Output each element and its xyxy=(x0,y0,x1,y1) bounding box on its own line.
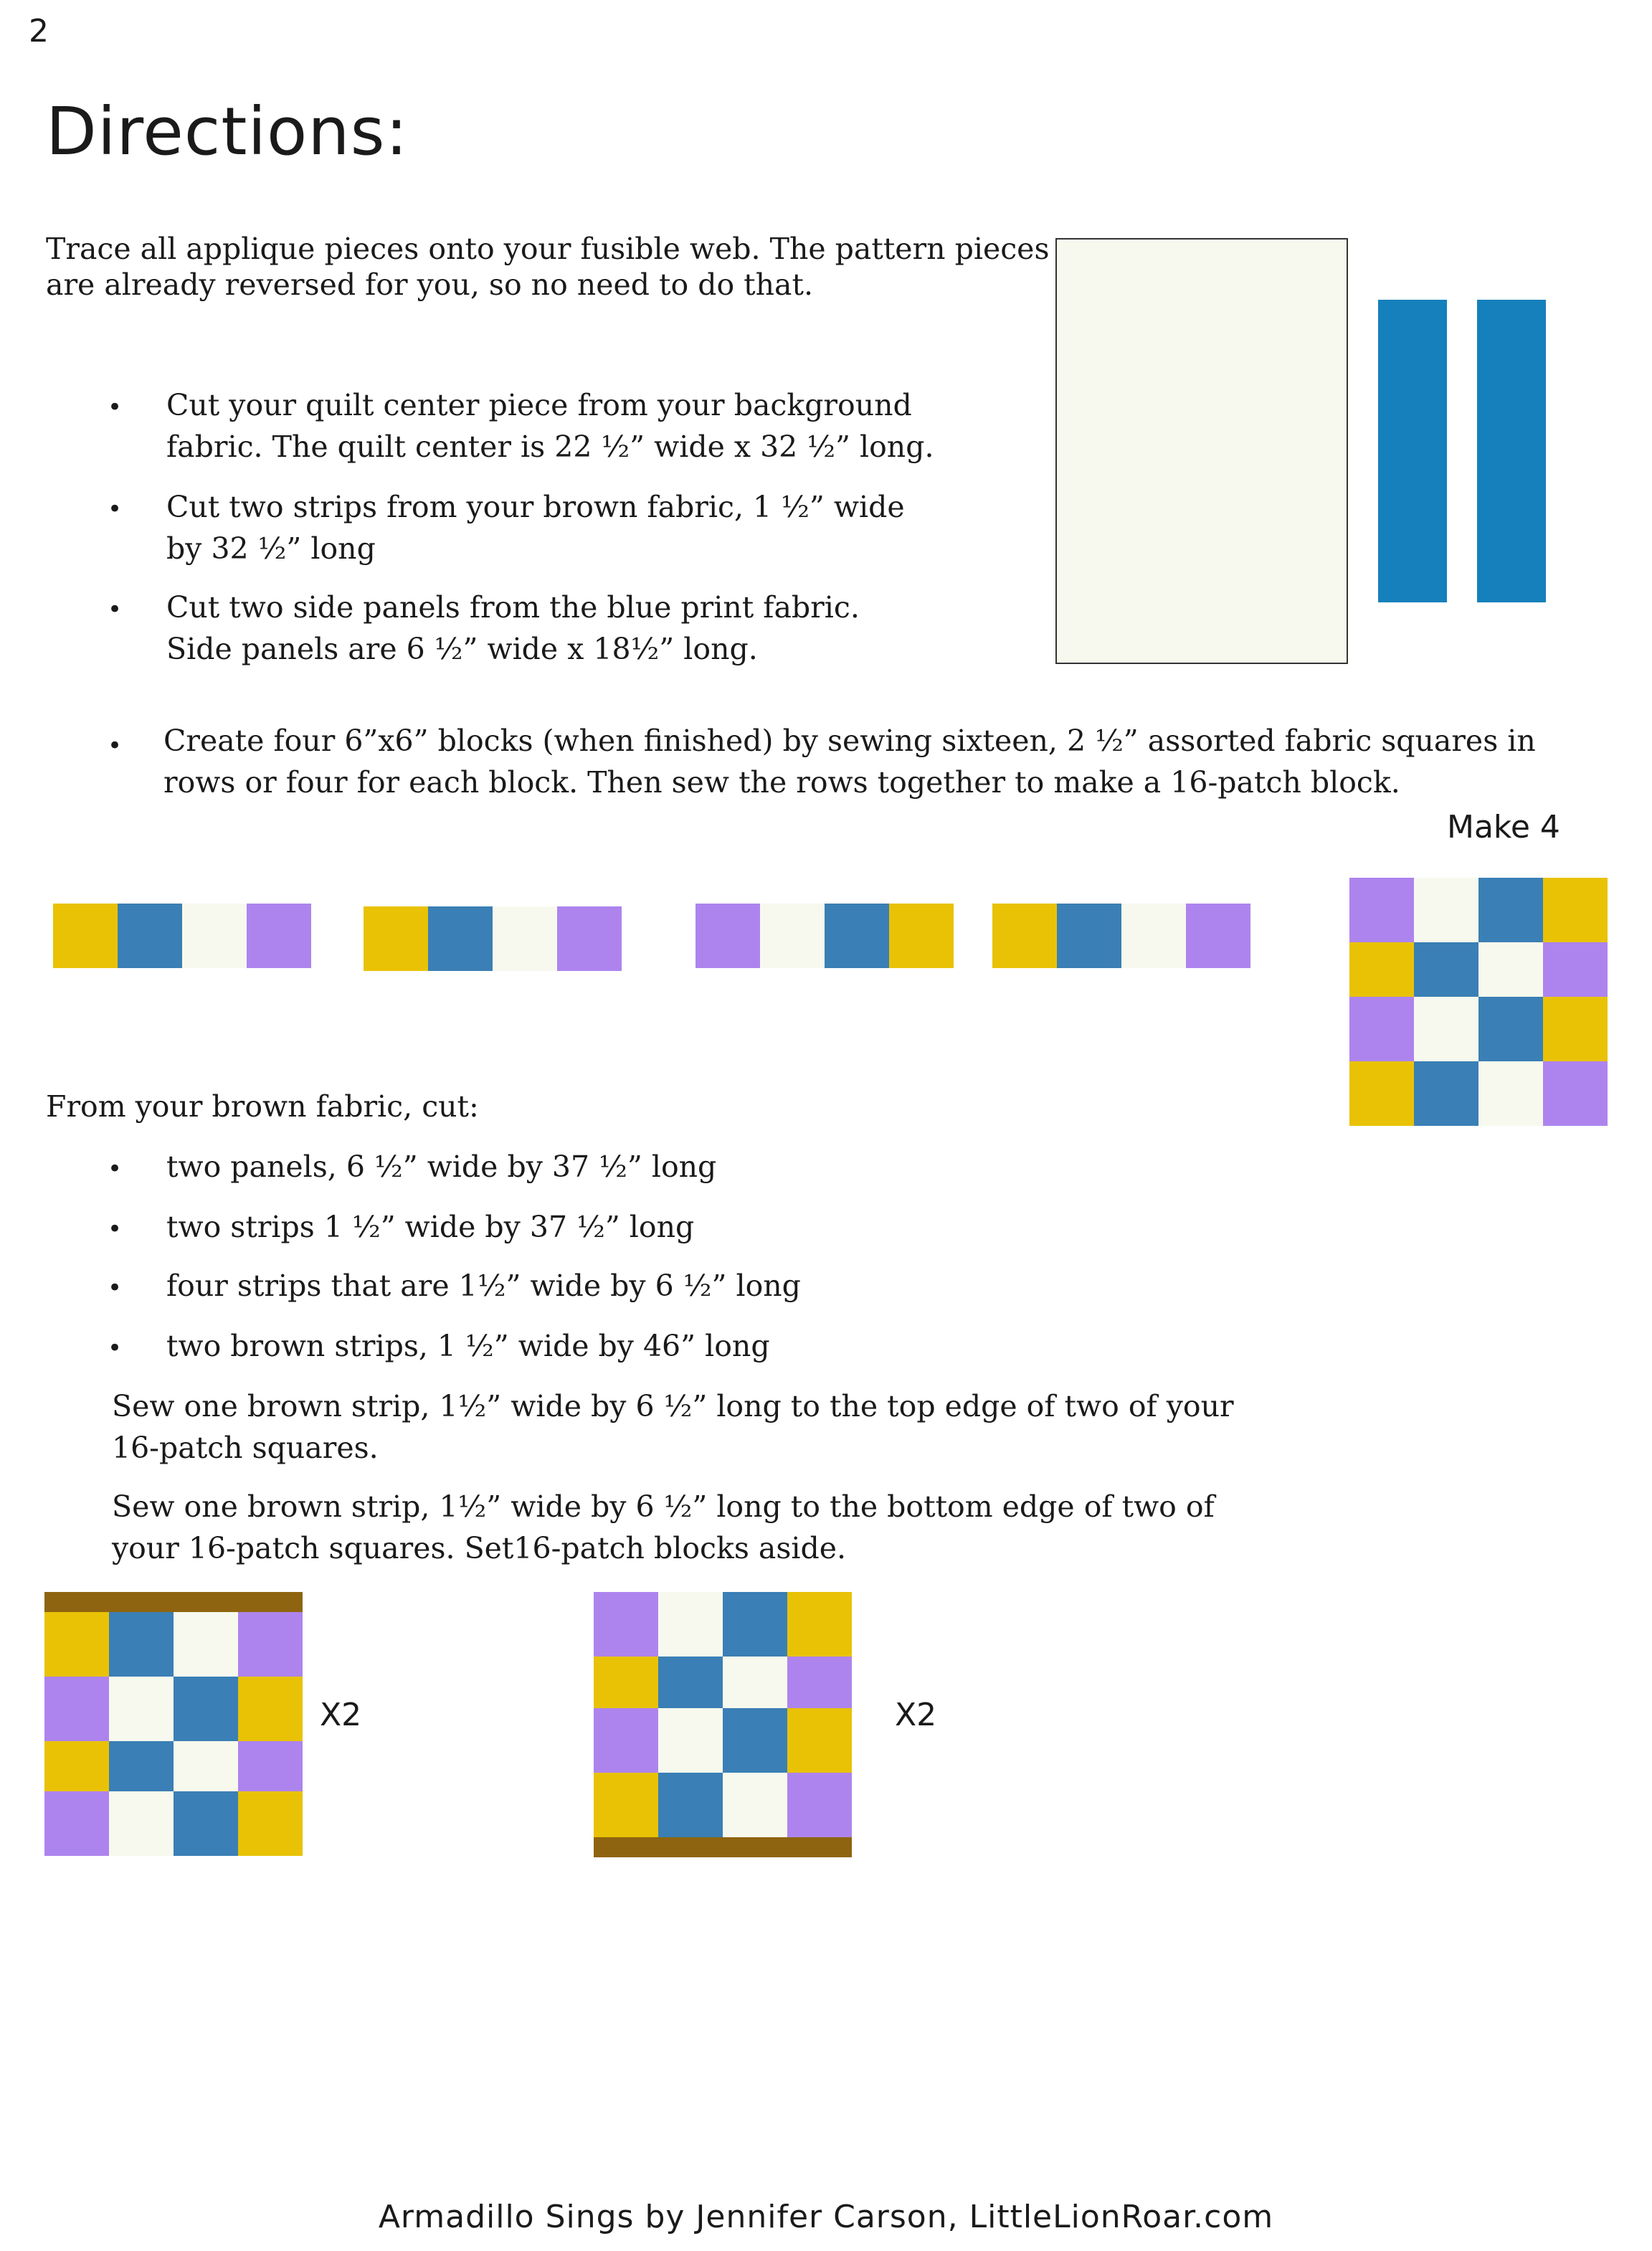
list-item-line: Cut two side panels from the blue print fabric. xyxy=(166,590,860,625)
patch-purple xyxy=(1349,878,1414,942)
instruction-line: Sew one brown strip, 1½” wide by 6 ½” long to the bottom edge of two of xyxy=(112,1489,1215,1524)
patch-yellow xyxy=(594,1773,658,1837)
patch-cream xyxy=(1121,904,1186,968)
bullet: • xyxy=(108,393,123,422)
patch-blue xyxy=(1478,878,1543,942)
patch-cream xyxy=(182,904,247,968)
list-item xyxy=(166,587,860,670)
list-item-line: fabric. The quilt center is 22 ½” wide x 32 ½” long. xyxy=(166,430,934,464)
bullet: • xyxy=(108,495,123,523)
instruction-line: your 16-patch squares. Set16-patch blocks aside. xyxy=(112,1531,847,1565)
patch-cream xyxy=(109,1791,174,1856)
bullet: • xyxy=(108,1155,123,1183)
multiplier-left: X2 xyxy=(320,1697,362,1733)
patch-cream xyxy=(174,1612,238,1677)
instruction-line: Sew one brown strip, 1½” wide by 6 ½” long to the top edge of two of your xyxy=(112,1389,1234,1423)
patch-cream xyxy=(1414,878,1478,942)
list-item: two strips 1 ½” wide by 37 ½” long xyxy=(166,1210,695,1244)
intro-paragraph xyxy=(46,231,1050,303)
patch-blue xyxy=(109,1612,174,1677)
multiplier-right: X2 xyxy=(895,1697,937,1733)
patch-yellow xyxy=(787,1592,852,1657)
blue-strip-left xyxy=(1378,300,1447,602)
list-item: two panels, 6 ½” wide by 37 ½” long xyxy=(166,1150,717,1184)
patch-yellow xyxy=(787,1708,852,1773)
patch-blue xyxy=(174,1791,238,1856)
patch-yellow xyxy=(44,1612,109,1677)
bullet: • xyxy=(108,1215,123,1243)
patch-cream xyxy=(493,906,557,971)
patch-purple xyxy=(696,904,760,968)
block-top-strip xyxy=(44,1592,303,1857)
patch-purple xyxy=(557,906,622,971)
patch-yellow xyxy=(1349,1061,1414,1126)
patch-cream xyxy=(658,1592,723,1657)
footer-credit: Armadillo Sings by Jennifer Carson, LittleLionRoar.com xyxy=(378,2199,1274,2235)
patch-purple xyxy=(594,1592,658,1657)
patch-blue xyxy=(1057,904,1121,968)
patch-blue xyxy=(723,1592,787,1657)
patch-blue xyxy=(428,906,493,971)
list-item-line: Cut your quilt center piece from your background xyxy=(166,388,912,422)
patch-blue xyxy=(174,1677,238,1741)
bullet: • xyxy=(108,1334,123,1363)
list-item-line: Side panels are 6 ½” wide x 18½” long. xyxy=(166,632,758,666)
bullet: • xyxy=(108,731,123,760)
bullet: • xyxy=(108,595,123,624)
intro-line: are already reversed for you, so no need to do that. xyxy=(46,267,814,302)
blue-strip-right xyxy=(1477,300,1546,602)
quilt-center-diagram xyxy=(1055,238,1348,664)
list-item: two brown strips, 1 ½” wide by 46” long xyxy=(166,1329,770,1363)
make-4-label: Make 4 xyxy=(1447,809,1560,845)
patch-purple xyxy=(44,1791,109,1856)
patch-purple xyxy=(44,1677,109,1741)
patch-blue xyxy=(825,904,889,968)
block-bottom-strip xyxy=(594,1592,852,1857)
patch-blue xyxy=(1478,997,1543,1061)
patch-purple xyxy=(1186,904,1250,968)
patch-cream xyxy=(658,1708,723,1773)
patch-yellow xyxy=(238,1791,303,1856)
patch-cream xyxy=(1478,1061,1543,1126)
brown-strip xyxy=(44,1592,303,1612)
intro-line: Trace all applique pieces onto your fusible web. The pattern pieces xyxy=(46,232,1050,266)
sixteen-patch-block xyxy=(1349,878,1608,1122)
patch-purple xyxy=(594,1708,658,1773)
patch-purple xyxy=(238,1612,303,1677)
list-item-line: by 32 ½” long xyxy=(166,531,376,566)
patch-yellow xyxy=(364,906,428,971)
page-number: 2 xyxy=(29,13,49,49)
list-item xyxy=(166,486,905,569)
patch-cream xyxy=(760,904,825,968)
brown-strip xyxy=(594,1837,852,1857)
patch-cream xyxy=(723,1773,787,1837)
patch-cream xyxy=(109,1677,174,1741)
instruction-line: 16-patch squares. xyxy=(112,1431,379,1465)
patch-purple xyxy=(1543,1061,1608,1126)
patch-yellow xyxy=(1543,997,1608,1061)
instruction-line: rows or four for each block. Then sew the rows together to make a 16-patch block. xyxy=(163,765,1400,800)
list-item xyxy=(166,384,934,468)
patch-yellow xyxy=(238,1677,303,1741)
patch-blue xyxy=(723,1708,787,1773)
patch-blue xyxy=(658,1773,723,1837)
instruction-line: Create four 6”x6” blocks (when finished) by sewing sixteen, 2 ½” assorted fabric squares in xyxy=(163,724,1536,758)
blocks-instruction xyxy=(163,720,1536,803)
patch-blue xyxy=(1414,1061,1478,1126)
patch-yellow xyxy=(889,904,954,968)
brown-heading: From your brown fabric, cut: xyxy=(46,1089,479,1124)
patch-purple xyxy=(1349,997,1414,1061)
list-item: four strips that are 1½” wide by 6 ½” long xyxy=(166,1269,801,1303)
patch-yellow xyxy=(53,904,118,968)
bullet: • xyxy=(108,1274,123,1302)
patch-cream xyxy=(1414,997,1478,1061)
patch-yellow xyxy=(992,904,1057,968)
patch-yellow xyxy=(1543,878,1608,942)
patch-blue xyxy=(118,904,182,968)
patch-purple xyxy=(787,1773,852,1837)
sew-top-instruction xyxy=(112,1385,1234,1469)
list-item-line: Cut two strips from your brown fabric, 1 ½” wide xyxy=(166,490,905,524)
sew-bottom-instruction xyxy=(112,1486,1215,1569)
patch-purple xyxy=(247,904,311,968)
page-title: Directions: xyxy=(46,93,409,170)
